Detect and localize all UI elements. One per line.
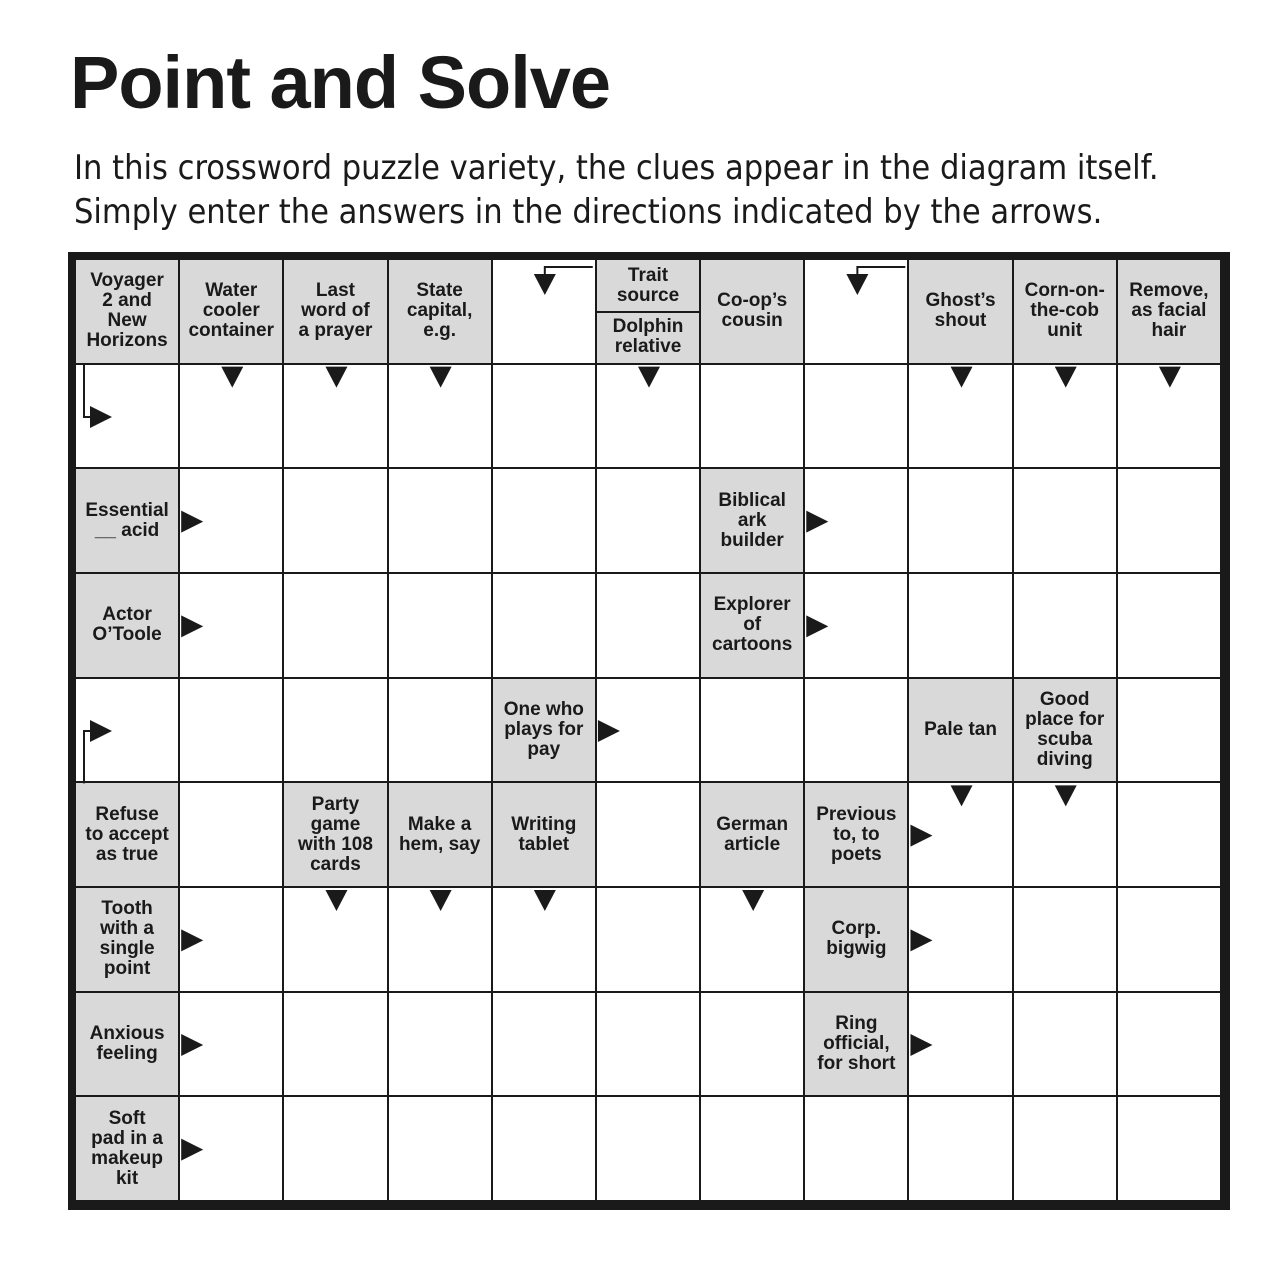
answer-cell[interactable]	[76, 365, 180, 470]
clue-text: Ring official, for short	[817, 1012, 896, 1074]
puzzle-title: Point and Solve	[70, 41, 611, 124]
clue-text: Make a hem, say	[398, 813, 481, 855]
clue-text: Previous to, to poets	[816, 803, 897, 865]
answer-cell[interactable]	[493, 1097, 597, 1202]
answer-cell[interactable]	[597, 469, 701, 574]
answer-cell[interactable]	[805, 679, 909, 784]
clue-text: Water cooler container	[188, 280, 275, 342]
clue-cell	[493, 679, 597, 784]
instructions-line-1: In this crossword puzzle variety, the clues appear in the diagram itself.	[74, 148, 1159, 188]
answer-cell[interactable]	[1118, 993, 1222, 1098]
answer-cell[interactable]	[180, 365, 284, 470]
clue-text: Actor O’Toole	[92, 604, 162, 646]
instructions-line-2: Simply enter the answers in the directions indicated by the arrows.	[74, 192, 1103, 232]
answer-cell[interactable]	[1014, 1097, 1118, 1202]
answer-cell[interactable]	[597, 993, 701, 1098]
answer-cell[interactable]	[493, 469, 597, 574]
clue-cell	[76, 783, 180, 888]
answer-cell[interactable]	[597, 888, 701, 993]
clue-cell	[76, 993, 180, 1098]
clue-cell	[909, 679, 1013, 784]
answer-cell[interactable]	[284, 1097, 388, 1202]
answer-cell[interactable]	[701, 888, 805, 993]
clue-cell	[701, 783, 805, 888]
clue-text: Corp. bigwig	[826, 918, 887, 960]
clue-text: Biblical ark builder	[718, 489, 786, 551]
clue-cell	[284, 260, 388, 365]
clue-text: Refuse to accept as true	[85, 803, 169, 865]
clue-text-top: Trait source	[597, 260, 699, 313]
clue-text: Good place for scuba diving	[1025, 688, 1105, 770]
clue-text: German article	[716, 813, 789, 855]
answer-cell[interactable]	[389, 888, 493, 993]
answer-cell[interactable]	[701, 993, 805, 1098]
answer-cell[interactable]	[180, 993, 284, 1098]
clue-cell	[805, 993, 909, 1098]
clue-text: Party game with 108 cards	[297, 793, 373, 875]
clue-cell	[76, 469, 180, 574]
answer-cell[interactable]	[597, 783, 701, 888]
clue-text: Writing tablet	[511, 813, 577, 855]
clue-text: Ghost’s shout	[925, 290, 996, 332]
answer-cell[interactable]	[180, 574, 284, 679]
clue-text: Soft pad in a makeup kit	[91, 1107, 163, 1189]
clue-cell	[1118, 260, 1222, 365]
clue-cell	[805, 783, 909, 888]
answer-cell[interactable]	[805, 365, 909, 470]
clue-text: Voyager 2 and New Horizons	[86, 270, 168, 352]
clue-cell	[701, 574, 805, 679]
answer-cell[interactable]	[389, 365, 493, 470]
answer-cell[interactable]	[389, 1097, 493, 1202]
answer-cell[interactable]	[805, 1097, 909, 1202]
clue-text: Essential __ acid	[85, 499, 169, 541]
split-clue-cell	[597, 260, 701, 365]
clue-cell	[76, 1097, 180, 1202]
clue-text: State capital, e.g.	[406, 280, 473, 342]
clue-cell	[805, 888, 909, 993]
answer-cell[interactable]	[701, 679, 805, 784]
answer-cell[interactable]	[493, 574, 597, 679]
crossword-board	[68, 252, 1230, 1210]
clue-cell	[389, 260, 493, 365]
answer-cell[interactable]	[909, 574, 1013, 679]
clue-cell	[493, 783, 597, 888]
answer-cell[interactable]	[493, 993, 597, 1098]
answer-cell[interactable]	[805, 260, 909, 365]
answer-cell[interactable]	[909, 469, 1013, 574]
answer-cell[interactable]	[284, 365, 388, 470]
answer-cell[interactable]	[1014, 574, 1118, 679]
answer-cell[interactable]	[1118, 783, 1222, 888]
answer-cell[interactable]	[909, 888, 1013, 993]
answer-cell[interactable]	[493, 365, 597, 470]
answer-cell[interactable]	[180, 1097, 284, 1202]
answer-cell[interactable]	[180, 888, 284, 993]
answer-cell[interactable]	[909, 1097, 1013, 1202]
answer-cell[interactable]	[284, 888, 388, 993]
clue-text: Co-op’s cousin	[717, 290, 788, 332]
answer-cell[interactable]	[701, 365, 805, 470]
instructions	[74, 146, 1254, 234]
clue-text: Last word of a prayer	[298, 280, 373, 342]
clue-text: Remove, as facial hair	[1129, 280, 1209, 342]
answer-cell[interactable]	[701, 1097, 805, 1202]
answer-cell[interactable]	[1014, 365, 1118, 470]
answer-cell[interactable]	[493, 260, 597, 365]
answer-cell[interactable]	[1118, 888, 1222, 993]
answer-cell[interactable]	[284, 679, 388, 784]
clue-cell	[180, 260, 284, 365]
clue-text: One who plays for pay	[503, 698, 584, 760]
answer-cell[interactable]	[805, 469, 909, 574]
clue-text: Tooth with a single point	[99, 898, 155, 980]
answer-cell[interactable]	[597, 679, 701, 784]
answer-cell[interactable]	[805, 574, 909, 679]
clue-cell	[1014, 260, 1118, 365]
answer-cell[interactable]	[180, 783, 284, 888]
clue-text: Anxious feeling	[89, 1022, 165, 1064]
answer-cell[interactable]	[1014, 993, 1118, 1098]
clue-cell	[284, 783, 388, 888]
clue-cell	[76, 260, 180, 365]
answer-cell[interactable]	[909, 993, 1013, 1098]
answer-cell[interactable]	[1118, 679, 1222, 784]
clue-cell	[701, 469, 805, 574]
clue-cell	[1014, 679, 1118, 784]
answer-cell[interactable]	[389, 993, 493, 1098]
answer-cell[interactable]	[180, 469, 284, 574]
clue-text: Corn-on- the-cob unit	[1024, 280, 1105, 342]
answer-cell[interactable]	[389, 469, 493, 574]
clue-text: Pale tan	[924, 718, 997, 740]
answer-cell[interactable]	[1014, 783, 1118, 888]
answer-cell[interactable]	[597, 1097, 701, 1202]
answer-cell[interactable]	[597, 365, 701, 470]
answer-cell[interactable]	[1118, 574, 1222, 679]
answer-cell[interactable]	[493, 888, 597, 993]
answer-cell[interactable]	[909, 365, 1013, 470]
clue-cell	[76, 888, 180, 993]
answer-cell[interactable]	[1118, 469, 1222, 574]
crossword-grid	[76, 260, 1222, 1202]
answer-cell[interactable]	[284, 469, 388, 574]
answer-cell[interactable]	[1118, 365, 1222, 470]
answer-cell[interactable]	[597, 574, 701, 679]
clue-cell	[76, 574, 180, 679]
answer-cell[interactable]	[389, 574, 493, 679]
clue-cell	[389, 783, 493, 888]
answer-cell[interactable]	[1014, 469, 1118, 574]
clue-text: Explorer of cartoons	[712, 594, 793, 656]
answer-cell[interactable]	[180, 679, 284, 784]
answer-cell[interactable]	[1118, 1097, 1222, 1202]
clue-text-bottom: Dolphin relative	[612, 315, 684, 357]
answer-cell[interactable]	[1014, 888, 1118, 993]
answer-cell[interactable]	[284, 993, 388, 1098]
answer-cell[interactable]	[76, 679, 180, 784]
clue-cell	[909, 260, 1013, 365]
answer-cell[interactable]	[909, 783, 1013, 888]
answer-cell[interactable]	[389, 679, 493, 784]
clue-cell	[701, 260, 805, 365]
answer-cell[interactable]	[284, 574, 388, 679]
